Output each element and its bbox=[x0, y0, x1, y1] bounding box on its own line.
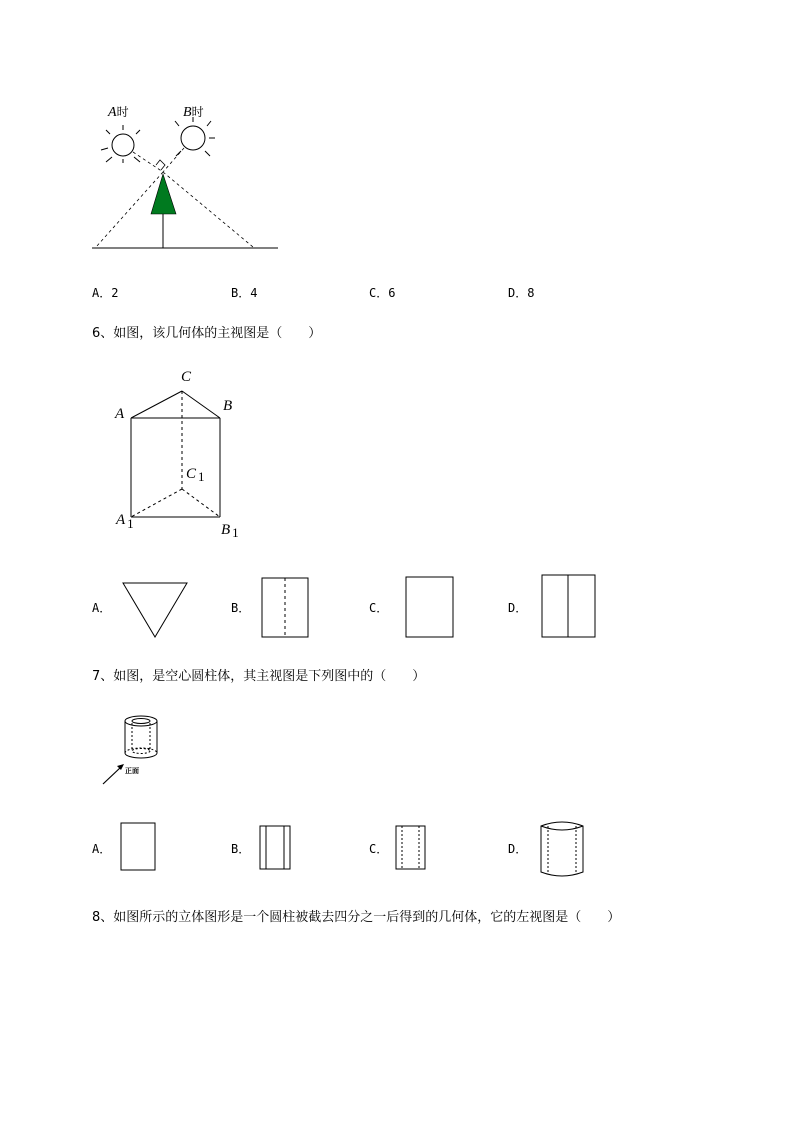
q7-option-a: A． bbox=[92, 842, 112, 856]
q6-option-d: D． bbox=[508, 601, 528, 615]
q6-option-b: B． bbox=[231, 601, 251, 615]
vertex-b-label: B bbox=[223, 398, 233, 414]
vertex-c1-subscript: 1 bbox=[198, 469, 205, 484]
vertex-c1-letter: C bbox=[186, 466, 197, 482]
vertex-b1-letter: B bbox=[221, 522, 231, 538]
q7-option-c: C． bbox=[369, 842, 389, 856]
label-b-suffix: 时 bbox=[191, 105, 204, 119]
vertex-a1-letter: A bbox=[116, 512, 126, 528]
label-a-suffix: 时 bbox=[116, 105, 129, 119]
q7-option-b-figure bbox=[260, 826, 290, 869]
label-a-letter: A bbox=[108, 105, 117, 120]
vertex-c-label: C bbox=[181, 369, 192, 385]
q5-option-a: A．2 bbox=[92, 286, 119, 300]
vertex-a1-subscript: 1 bbox=[127, 516, 134, 531]
vertex-b1-subscript: 1 bbox=[232, 525, 239, 540]
q8-question: 8、如图所示的立体图形是一个圆柱被截去四分之一后得到的几何体，它的左视图是（ ） bbox=[92, 910, 621, 925]
q7-option-c-figure bbox=[396, 826, 425, 869]
q6-option-a: A． bbox=[92, 601, 112, 615]
label-b-letter: B bbox=[183, 105, 192, 120]
q5-option-b: B．4 bbox=[231, 286, 258, 300]
q7-question: 7、如图，是空心圆柱体，其主视图是下列图中的（ ） bbox=[92, 669, 426, 684]
q7-option-d: D． bbox=[508, 842, 528, 856]
q7-option-b: B． bbox=[231, 842, 251, 856]
front-label: 正面 bbox=[125, 767, 139, 775]
vertex-a-label: A bbox=[115, 406, 125, 422]
q5-option-c: C．6 bbox=[369, 286, 396, 300]
q7-option-d-figure bbox=[541, 822, 583, 876]
q6-option-c: C． bbox=[369, 601, 389, 615]
q5-option-d: D．8 bbox=[508, 286, 535, 300]
q6-question: 6、如图，该几何体的主视图是（ ） bbox=[92, 326, 322, 341]
q7-option-a-rect bbox=[121, 823, 155, 870]
